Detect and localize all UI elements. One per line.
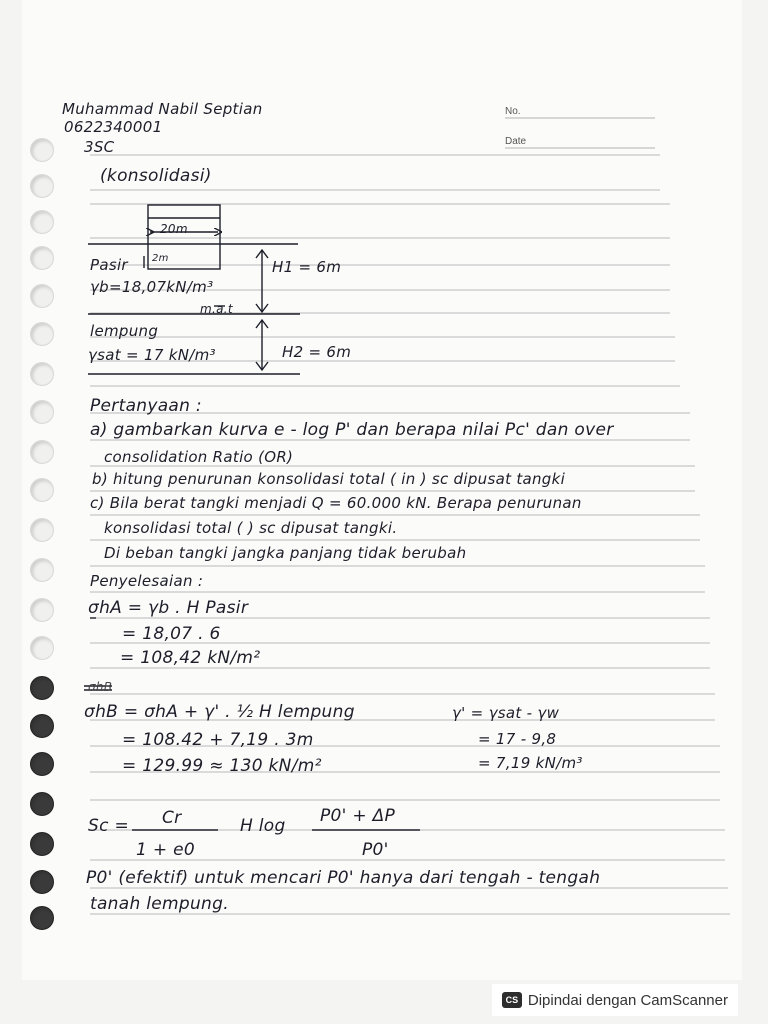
water-table-label: m.a.t [200, 302, 233, 316]
gamma-sat-label: γsat = 17 kN/m³ [88, 346, 216, 364]
page-title: (konsolidasi) [100, 166, 212, 186]
tank-depth-label: 2m [152, 253, 169, 264]
question-a-line2: consolidation Ratio (OR) [104, 448, 294, 466]
h1-label: H1 = 6m [272, 258, 342, 276]
sc-frac-numerator: P0' + ΔP [320, 806, 396, 826]
sand-label: Pasir [90, 256, 128, 274]
sc-denominator: 1 + e0 [136, 840, 195, 860]
eq-sigma-hb-step2: = 108.42 + 7,19 . 3m [122, 730, 314, 750]
camscanner-footer [492, 984, 738, 1016]
question-a-line1: a) gambarkan kurva e - log P' dan berapa nilai Pc' dan over [90, 420, 614, 440]
camscanner-logo-icon: CS [502, 992, 522, 1008]
eq-sigma-ha: σhA = γb . H Pasir [88, 598, 249, 618]
binder-holes [30, 0, 70, 980]
question-b-line: b) hitung penurunan konsolidasi total ( in ) sc dipusat tangki [92, 470, 566, 488]
sc-h-log: H log [240, 816, 286, 836]
question-c-line2: konsolidasi total ( ) sc dipusat tangki. [104, 519, 398, 537]
student-class: 3SC [84, 138, 115, 156]
gamma-prime-step2: = 17 - 9,8 [478, 730, 557, 748]
date-label: Date [505, 136, 527, 147]
eq-sigma-hb-result: = 129.99 ≈ 130 kN/m² [122, 756, 322, 776]
student-name: Muhammad Nabil Septian [62, 100, 263, 118]
crossed-out-text: σhB [88, 680, 113, 694]
gamma-prime-result: = 7,19 kN/m³ [478, 754, 583, 772]
gamma-prime-eq: γ' = γsat - γw [452, 704, 560, 722]
solution-heading: Penyelesaian : [90, 572, 204, 590]
h2-label: H2 = 6m [282, 343, 352, 361]
sc-numerator: Cr [162, 808, 182, 828]
question-c-line3: Di beban tangki jangka panjang tidak berubah [104, 544, 467, 562]
tank-width-label: 20m [160, 222, 188, 236]
student-nim: 0622340001 [64, 118, 163, 136]
gamma-b-label: γb=18,07kN/m³ [90, 278, 214, 296]
question-c-line1: c) Bila berat tangki menjadi Q = 60.000 kN. Berapa penurunan [90, 494, 582, 512]
eq-sigma-ha-step2: = 18,07 . 6 [122, 624, 221, 644]
questions-heading: Pertanyaan : [90, 396, 202, 416]
note-line2: tanah lempung. [90, 894, 229, 914]
eq-sigma-hb: σhB = σhA + γ' . ½ H lempung [84, 702, 355, 722]
sc-lhs: Sc = [88, 816, 129, 836]
camscanner-text: Dipindai dengan CamScanner [527, 991, 728, 1009]
note-line1: P0' (efektif) untuk mencari P0' hanya dari tengah - tengah [86, 868, 601, 888]
no-label: No. [505, 106, 521, 117]
sc-frac-denominator: P0' [362, 840, 389, 860]
eq-sigma-ha-result: = 108,42 kN/m² [120, 648, 261, 668]
clay-label: lempung [90, 322, 159, 340]
